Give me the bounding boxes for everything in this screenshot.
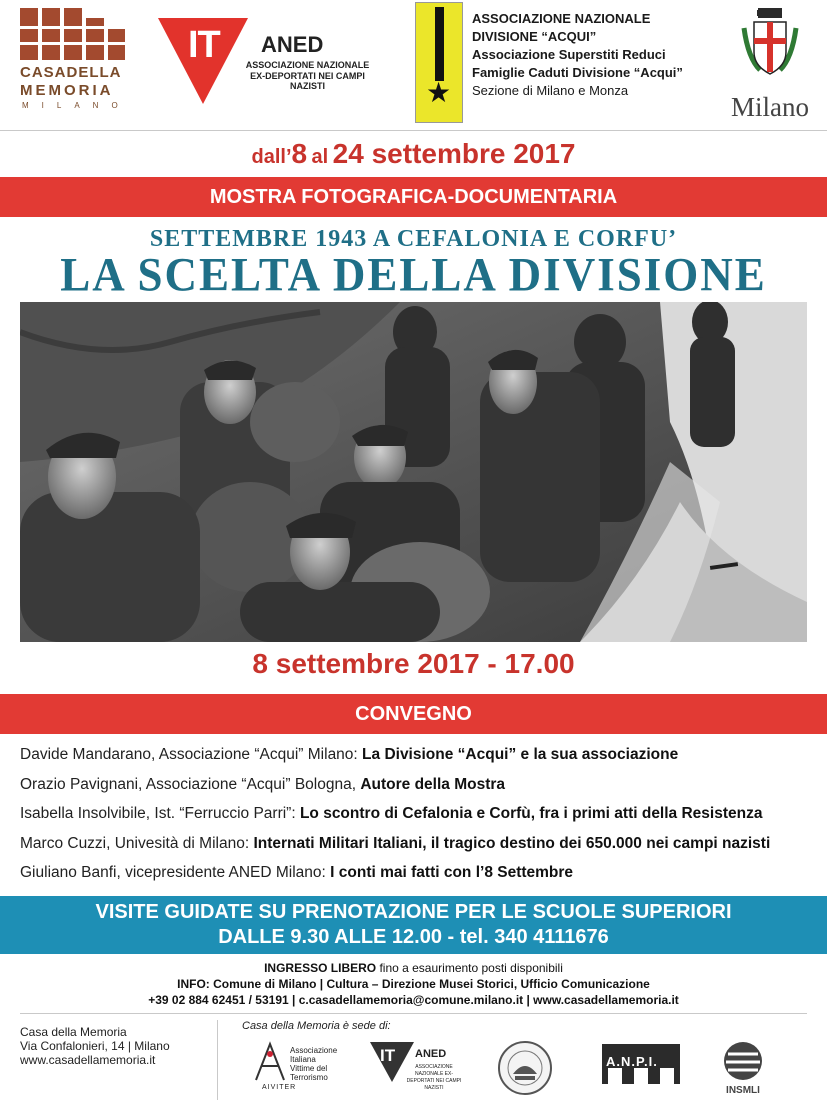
speaker-row xyxy=(20,770,820,800)
aned-small-logo xyxy=(370,1040,466,1100)
date-prefix: dall’ xyxy=(251,146,292,168)
acqui-line4: Famiglie Caduti Divisione “Acqui” xyxy=(472,65,683,80)
footer-vertical-divider xyxy=(217,1020,218,1100)
speaker-name: Isabella Insolvibile, Ist. “Ferruccio Parri”: xyxy=(20,805,300,822)
partner-seal-logo xyxy=(497,1040,567,1100)
casa-della-memoria-logo xyxy=(20,8,132,108)
aiviter-text-1: Associazione xyxy=(290,1046,338,1055)
speaker-row xyxy=(20,799,820,829)
address-website: www.casadellamemoria.it xyxy=(20,1053,156,1067)
speaker-topic: Internati Militari Italiani, il tragico destino dei 650.000 nei campi nazisti xyxy=(253,834,771,852)
acqui-association xyxy=(472,10,722,100)
speaker-topic: I conti mai fatti con l’8 Settembre xyxy=(330,864,574,881)
speaker-topic: La Divisione “Acqui” e la sua associazione xyxy=(362,746,679,763)
logo-text-3: MILANO xyxy=(22,101,131,110)
free-entry xyxy=(0,960,827,976)
anpi-logo xyxy=(602,1040,680,1100)
aned-badge: IT xyxy=(188,24,220,66)
address-line2: Via Confalonieri, 14 | Milano xyxy=(20,1039,170,1053)
speaker-name: Giuliano Banfi, vicepresidente ANED Milano: xyxy=(20,864,331,881)
seal-emblem-icon xyxy=(497,1040,553,1096)
aiviter-text-3: Vittime del xyxy=(290,1064,328,1073)
aiviter-logo xyxy=(250,1040,345,1100)
address-line1: Casa della Memoria xyxy=(20,1025,127,1039)
insmli-name: INSMLI xyxy=(726,1085,760,1096)
acqui-flag-icon: ★ xyxy=(415,2,463,123)
aned-logo xyxy=(158,14,373,106)
speaker-name: Orazio Pavignani, Associazione “Acqui” Bologna, xyxy=(20,775,361,793)
date-to: 24 settembre 2017 xyxy=(332,138,576,169)
speaker-topic: Autore della Mostra xyxy=(360,775,506,793)
sede-label: Casa della Memoria è sede di: xyxy=(242,1020,391,1032)
exhibition-subtitle: SETTEMBRE 1943 A CEFALONIA E CORFU’ xyxy=(149,226,678,252)
aiviter-text-4: Terrorismo xyxy=(290,1073,328,1082)
info-line2: INFO: Comune di Milano | Cultura – Direzione Musei Storici, Ufficio Comunicazione xyxy=(177,977,650,991)
milano-crest-logo xyxy=(724,8,816,123)
info-contacts: +39 02 884 62451 / 53191 | c.casadellamemoria@comune.milano.it | www.casadellamemoria.it xyxy=(148,993,679,1007)
free-entry-bold: INGRESSO LIBERO xyxy=(264,961,377,975)
aned-sub1: ASSOCIAZIONE NAZIONALE xyxy=(245,60,370,70)
info-block xyxy=(0,960,827,1008)
acqui-line3: Associazione Superstiti Reduci xyxy=(472,47,666,62)
speaker-topic: Lo scontro di Cefalonia e Corfù, fra i primi atti della Resistenza xyxy=(299,805,763,822)
acqui-line5: Sezione di Milano e Monza xyxy=(472,83,629,98)
aiviter-name: AIVITER xyxy=(262,1084,297,1091)
soldiers-photo-image xyxy=(20,302,807,642)
anpi-name: A.N.P.I. xyxy=(606,1054,658,1069)
header-divider xyxy=(0,130,827,131)
logo-grid-icon xyxy=(20,8,125,60)
aned-small-name: ANED xyxy=(415,1048,447,1060)
aned-small-badge: IT xyxy=(380,1046,396,1065)
exhibition-dates xyxy=(0,138,827,170)
logo-text-2: MEMORIA xyxy=(20,82,114,99)
insmli-logo xyxy=(720,1040,766,1100)
aiviter-text xyxy=(290,1046,337,1082)
guided-tours-line2: DALLE 9.30 ALLE 12.00 - tel. 340 4111676 xyxy=(218,926,609,948)
speakers-list xyxy=(20,740,820,888)
exhibition-type-band: MOSTRA FOTOGRAFICA-DOCUMENTARIA xyxy=(0,177,827,217)
exhibition-title: LA SCELTA DELLA DIVISIONE xyxy=(60,248,767,301)
logo-text-1: CASADELLA xyxy=(20,64,122,81)
speaker-name: Davide Mandarano, Associazione “Acqui” Milano: xyxy=(20,746,363,763)
speaker-row xyxy=(20,740,820,770)
speaker-row xyxy=(20,829,820,859)
milano-label: Milano xyxy=(731,92,809,122)
date-from: 8 xyxy=(291,138,308,169)
acqui-line1: ASSOCIAZIONE NAZIONALE xyxy=(472,11,651,26)
aned-sub2: EX-DEPORTATI NEI CAMPI NAZISTI xyxy=(250,71,365,91)
insmli-emblem-icon xyxy=(720,1040,766,1082)
speaker-name: Marco Cuzzi, Univesità di Milano: xyxy=(20,834,254,852)
date-mid: al xyxy=(311,146,329,168)
guided-tours-line1: VISITE GUIDATE SU PRENOTAZIONE PER LE SCUOLE SUPERIORI xyxy=(95,901,732,923)
aned-name: ANED xyxy=(261,32,324,57)
aiviter-figure-icon xyxy=(250,1040,290,1084)
partner-logos xyxy=(242,1040,822,1110)
historical-photo xyxy=(20,302,807,642)
aned-small-sub: ASSOCIAZIONE NAZIONALE EX-DEPORTATI NEI CAMPI NAZISTI xyxy=(406,1064,462,1091)
conference-datetime: 8 settembre 2017 - 17.00 xyxy=(252,648,575,679)
footer-address xyxy=(20,1025,170,1067)
conference-band: CONVEGNO xyxy=(0,694,827,734)
aiviter-text-2: Italiana xyxy=(290,1055,316,1064)
guided-tours-band xyxy=(0,896,827,954)
acqui-line2: DIVISIONE “ACQUI” xyxy=(472,29,597,44)
milano-crest-icon xyxy=(740,8,800,84)
footer-divider xyxy=(20,1013,807,1014)
speaker-row xyxy=(20,858,820,888)
free-entry-rest: fino a esaurimento posti disponibili xyxy=(376,961,563,975)
